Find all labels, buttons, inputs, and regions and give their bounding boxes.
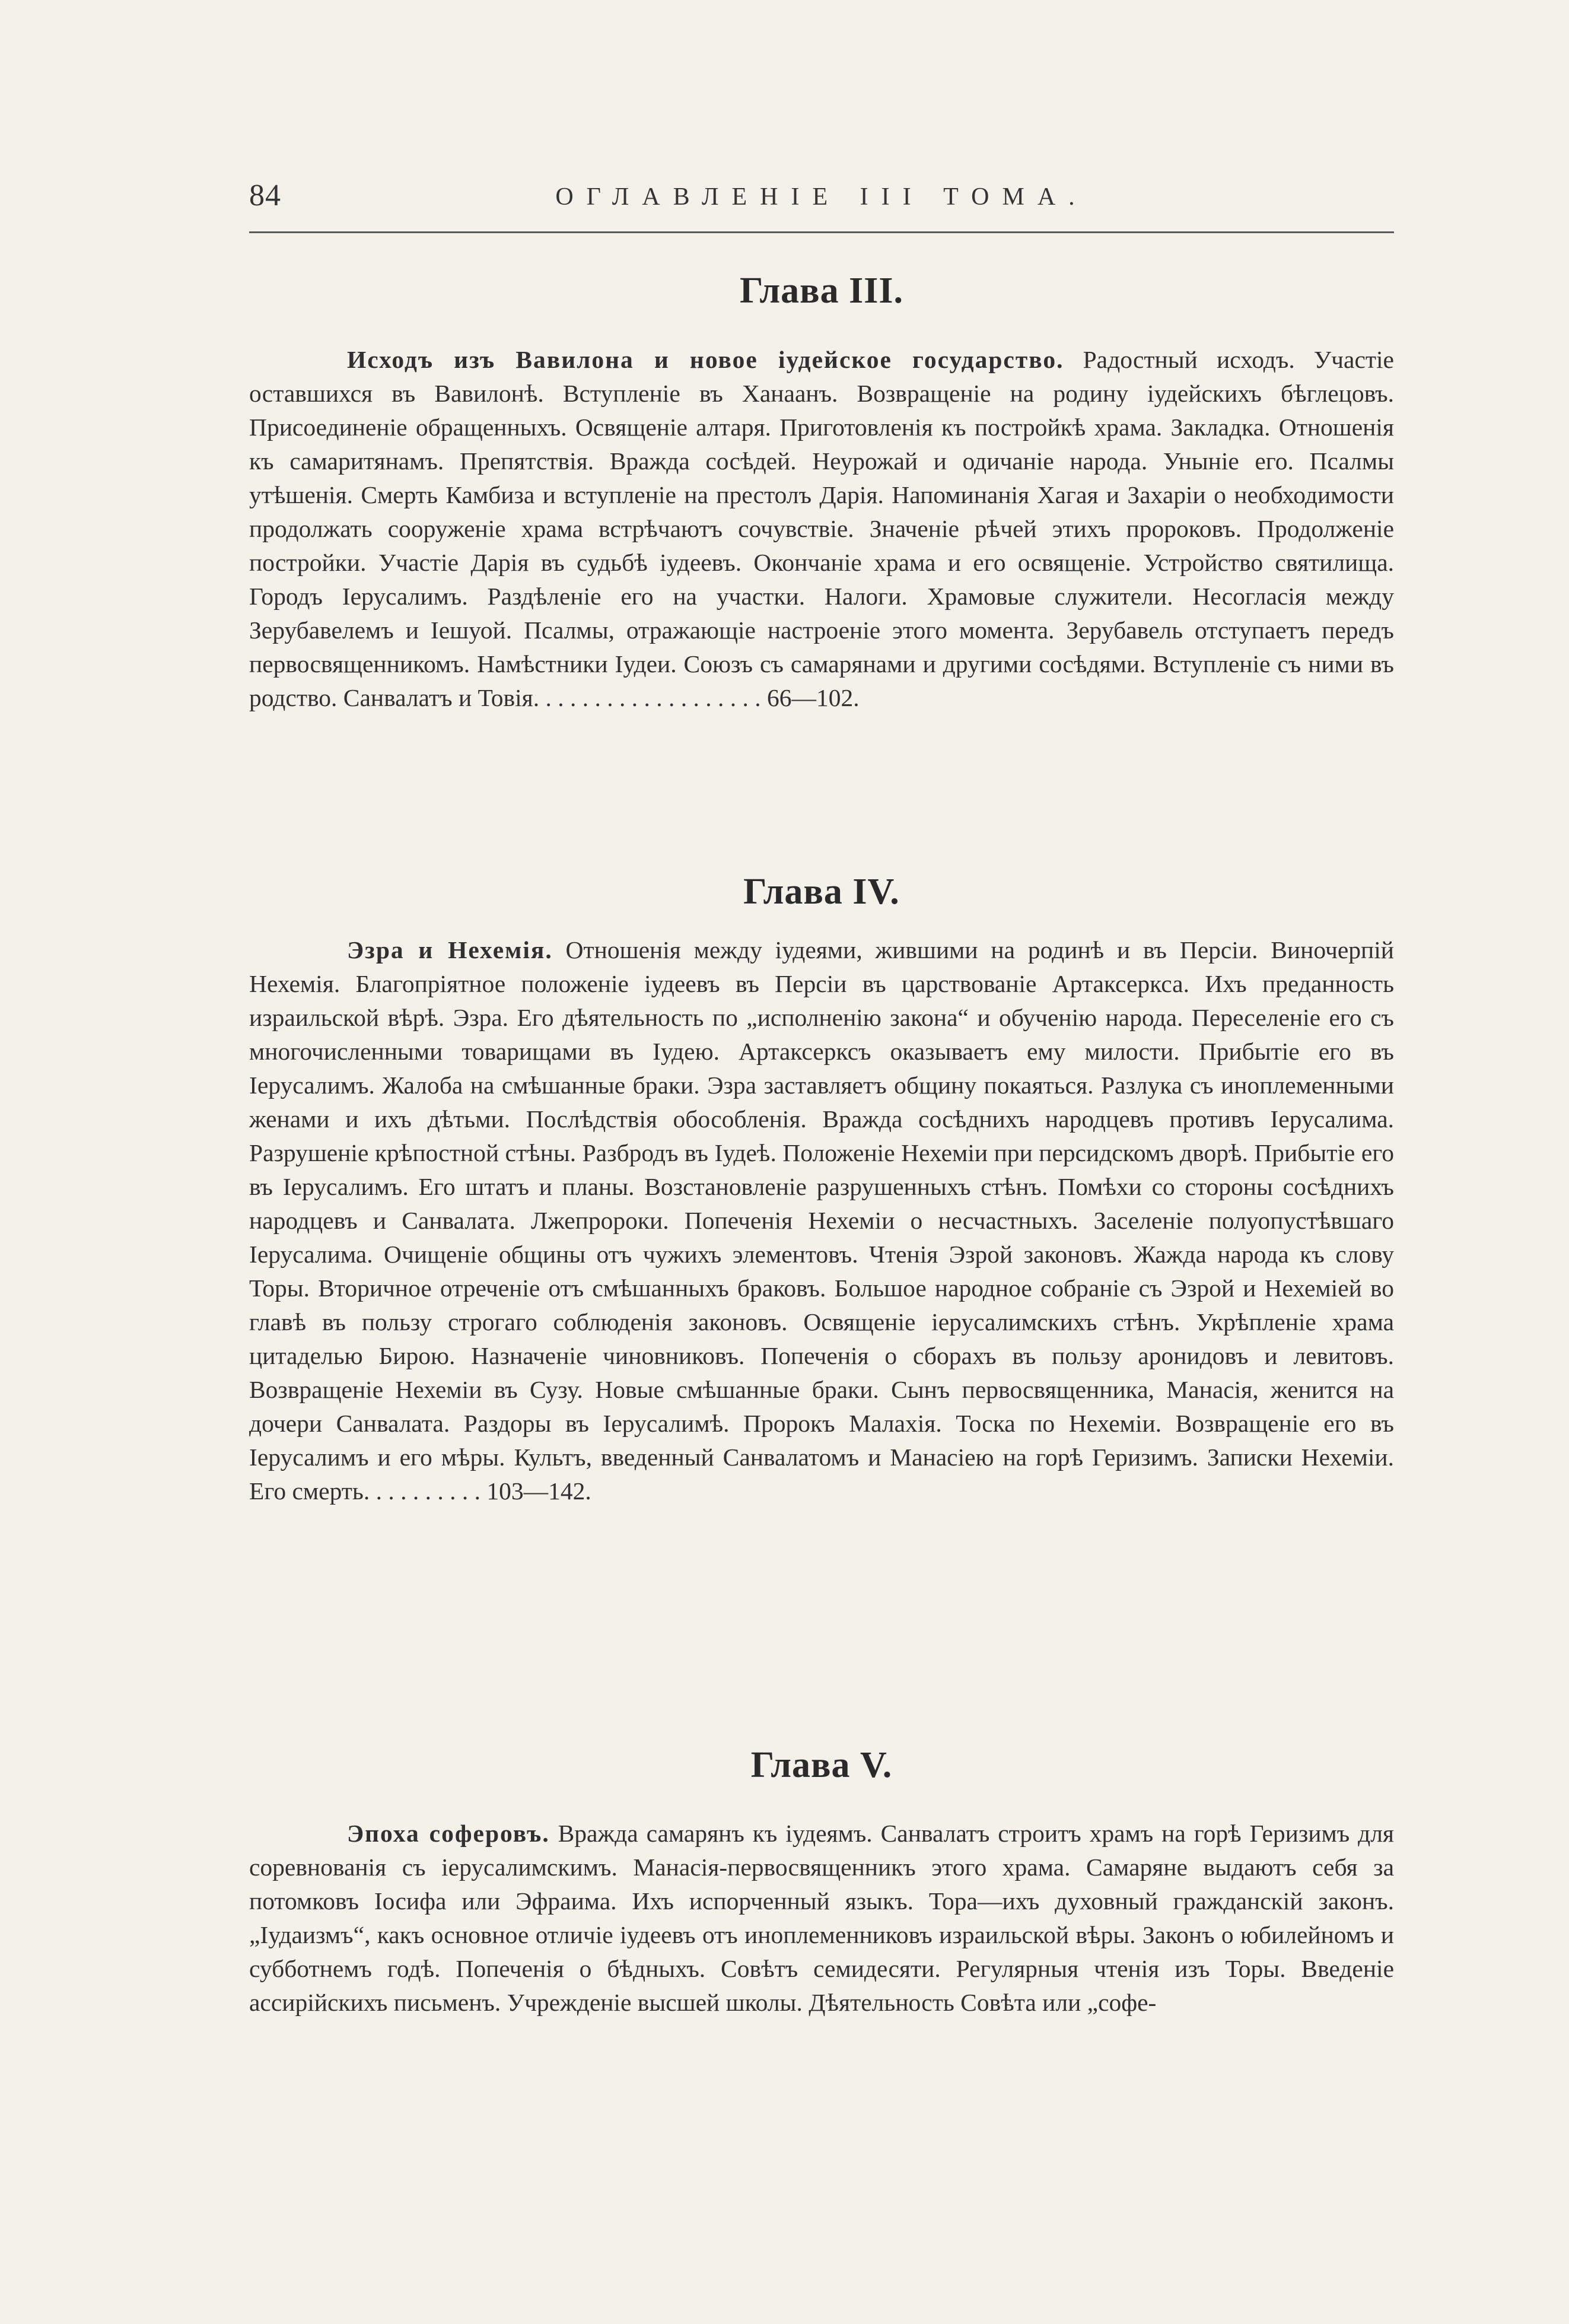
chapter-summary	[249, 933, 1394, 1508]
chapter-text: Отношенія между іудеями, жившими на родинѣ и въ Персіи. Виночерпій Нехемія. Благопріятное положеніе іудеевъ въ Персіи въ царствованіе Артаксеркса. Ихъ преданность израильской вѣрѣ. Эзра. Его дѣятельность по „исполненію закона“ и обученію народа. Переселеніе его съ многочисленными товарищами въ Іудею. Артаксерксъ оказываетъ ему милости. Прибытіе его въ Іерусалимъ. Жалоба на смѣшанные браки. Эзра заставляетъ общину покаяться. Разлука съ иноплеменными женами и ихъ дѣтьми. Послѣдствія обособленія. Вражда сосѣднихъ народцевъ противъ Іерусалима. Разрушеніе крѣпостной стѣны. Разбродъ въ Іудеѣ. Положеніе Нехеміи при персидскомъ дворѣ. Прибытіе его въ Іерусалимъ. Его штатъ и планы. Возстановленіе разрушенныхъ стѣнъ. Помѣхи со стороны сосѣднихъ народцевъ и Санвалата. Лжепророки. Попеченія Нехеміи о несчастныхъ. Заселеніе полуопустѣвшаго Іерусалима. Очищеніе общины отъ чужихъ элементовъ. Чтенія Эзрой законовъ. Жажда народа къ слову Торы. Вторичное отреченіе отъ смѣшанныхъ браковъ. Большое народное собраніе съ Эзрой и Нехеміей во главѣ въ пользу строгаго соблюденія законовъ. Освященіе іерусалимскихъ стѣнъ. Укрѣпленіе храма цитаделью Бирою. Назначеніе чиновниковъ. Попеченія о сборахъ въ пользу аронидовъ и левитовъ. Возвращеніе Нехеміи въ Сузу. Новые смѣшанные браки. Сынъ первосвященника, Манасія, женится на дочери Санвалата. Раздоры въ Іерусалимѣ. Пророкъ Малахія. Тоска по Нехеміи. Возвращеніе его въ Іерусалимъ и его мѣры. Культъ, введенный Санвалатомъ и Манасіею на горѣ Геризимъ. Записки Нехеміи. Его смерть. . . . . . . . . .	[249, 936, 1394, 1505]
chapter-summary	[249, 343, 1394, 715]
chapter-text: Вражда самарянъ къ іудеямъ. Санвалатъ строитъ храмъ на горѣ Геризимъ для соревнованія съ іерусалимскимъ. Манасія-первосвященникъ этого храма. Самаряне выдаютъ себя за потомковъ Іосифа или Эфраима. Ихъ испорченный языкъ. Тора—ихъ духовный гражданскій законъ. „Іудаизмъ“, какъ основное отличіе іудеевъ отъ иноплеменниковъ израильской вѣры. Законъ о юбилейномъ и субботнемъ годѣ. Попеченія о бѣдныхъ. Совѣтъ семидесяти. Регулярныя чтенія изъ Торы. Введеніе ассирійскихъ письменъ. Учрежденіе высшей школы. Дѣятельность Совѣта или „софе-	[249, 1820, 1394, 2016]
chapter-lead: Эзра и Нехемія.	[347, 936, 553, 964]
page-range: 103—142.	[486, 1477, 591, 1505]
page-number: 84	[249, 179, 281, 212]
page-range: 66—102.	[766, 684, 860, 711]
chapter-heading: Глава V.	[750, 1745, 893, 1785]
running-title: ОГЛАВЛЕНІЕ III ТОМА.	[555, 183, 1088, 211]
chapter-heading: Глава III.	[739, 271, 904, 311]
chapter-text: Радостный исходъ. Участіе оставшихся въ Вавилонѣ. Вступленіе въ Ханаанъ. Возвращеніе на родину іудейскихъ бѣглецовъ. Присоединеніе обращенныхъ. Освященіе алтаря. Приготовленія къ постройкѣ храма. Закладка. Отношенія къ самаритянамъ. Препятствія. Вражда сосѣдей. Неурожай и одичаніе народа. Уныніе его. Псалмы утѣшенія. Смерть Камбиза и вступленіе на престолъ Дарія. Напоминанія Хагая и Захаріи о необходимости продолжать сооруженіе храма встрѣчаютъ сочувствіе. Значеніе рѣчей этихъ пророковъ. Продолженіе постройки. Участіе Дарія въ судьбѣ іудеевъ. Окончаніе храма и его освященіе. Устройство святилища. Городъ Іерусалимъ. Раздѣленіе его на участки. Налоги. Храмовые служители. Несогласія между Зерубавелемъ и Іешуой. Псалмы, отражающіе настроеніе этого момента. Зерубавель отступаетъ передъ первосвященникомъ. Намѣстники Іудеи. Союзъ съ самарянами и другими сосѣдями. Вступленіе съ ними въ родство. Санвалатъ и Товія. . . . . . . . . . . . . . . . . . .	[249, 346, 1394, 711]
chapter-lead: Исходъ изъ Вавилона и новое іудейское государство.	[347, 346, 1064, 373]
chapter-summary	[249, 1817, 1394, 2020]
chapter-heading: Глава IV.	[743, 872, 900, 912]
chapter-lead: Эпоха соферовъ.	[347, 1820, 550, 1847]
page-header	[249, 178, 1394, 231]
header-rule	[249, 231, 1394, 233]
